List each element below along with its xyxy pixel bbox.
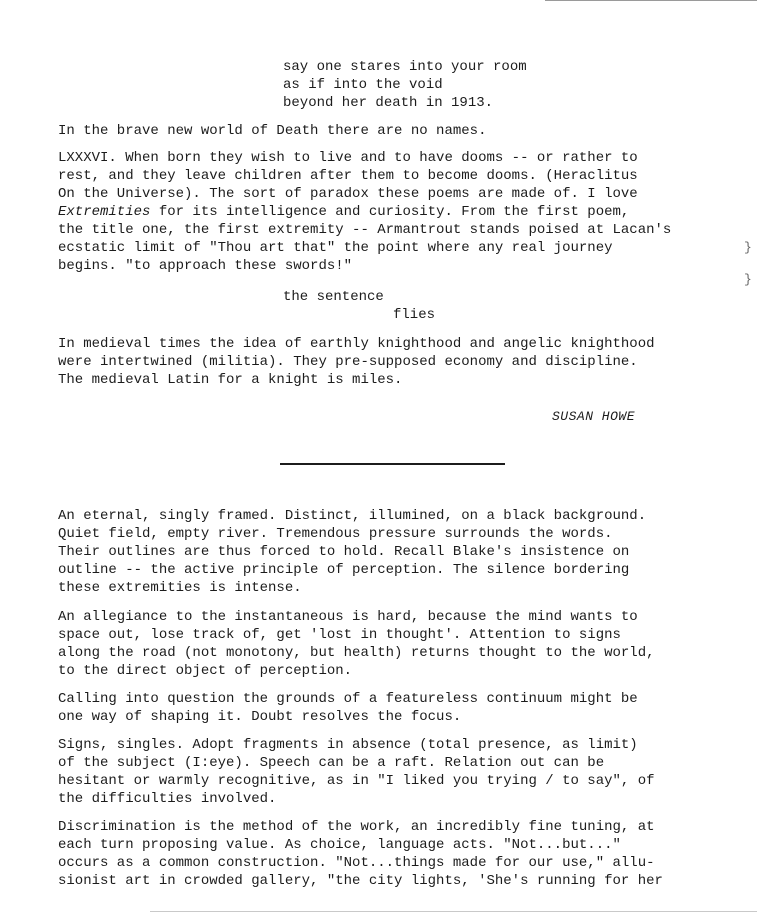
paragraph-lxxxvi-line-6: ecstatic limit of "Thou art that" the point where any real journey [58,240,613,256]
paragraph-eternal-line-1: An eternal, singly framed. Distinct, illumined, on a black background. [58,508,647,524]
paragraph-allegiance-line-2: space out, lose track of, get 'lost in thought'. Attention to signs [58,627,621,643]
poem-line-2: as if into the void [283,77,443,93]
verse-line-1: the sentence [283,289,384,305]
paragraph-discrimination-line-1: Discrimination is the method of the work, an incredibly fine tuning, at [58,819,655,835]
author-signature: SUSAN HOWE [552,409,636,424]
paragraph-lxxxvi-line-4 [58,203,718,221]
paragraph-signs-line-4: the difficulties involved. [58,791,277,807]
paragraph-eternal-line-3: Their outlines are thus forced to hold. Recall Blake's insistence on [58,544,630,560]
paragraph-lxxxvi-line-7: begins. "to approach these swords!" [58,258,353,274]
paragraph-discrimination-line-2: each turn proposing value. As choice, language acts. "Not...but..." [58,837,621,853]
paragraph-eternal-line-5: these extremities is intense. [58,580,302,596]
paragraph-medieval-line-2: were intertwined (militia). They pre-supposed economy and discipline. [58,354,638,370]
top-rule [545,0,757,1]
paragraph-calling-line-1: Calling into question the grounds of a featureless continuum might be [58,691,638,707]
paragraph-allegiance-line-4: to the direct object of perception. [58,663,353,679]
paragraph-allegiance-line-3: along the road (not monotony, but health) returns thought to the world, [58,645,655,661]
paragraph-lxxxvi-line-1: LXXXVI. When born they wish to live and to have dooms -- or rather to [58,150,638,166]
paragraph-lxxxvi-line-4-rest: for its intelligence and curiosity. From the first poem, [150,204,630,220]
book-title: Extremities [58,204,151,220]
paragraph-medieval-line-1: In medieval times the idea of earthly knighthood and angelic knighthood [58,336,655,352]
paragraph-allegiance-line-1: An allegiance to the instantaneous is hard, because the mind wants to [58,609,638,625]
paragraph-lxxxvi-line-5: the title one, the first extremity -- Armantrout stands poised at Lacan's [58,222,672,238]
poem-line-1: say one stares into your room [283,59,527,75]
verse-line-2: flies [393,307,436,323]
paragraph-eternal-line-4: outline -- the active principle of perception. The silence bordering [58,562,630,578]
poem-line-3: beyond her death in 1913. [283,95,494,111]
paragraph-eternal-line-2: Quiet field, empty river. Tremendous pressure surrounds the words. [58,526,613,542]
section-divider [280,463,505,465]
paragraph-signs-line-2: of the subject (I:eye). Speech can be a raft. Relation out can be [58,755,605,771]
paragraph-calling-line-2: one way of shaping it. Doubt resolves the focus. [58,709,462,725]
paragraph-lxxxvi-line-3: On the Universe). The sort of paradox these poems are made of. I love [58,186,638,202]
paragraph-brave-new-world: In the brave new world of Death there are no names. [58,123,487,139]
paragraph-discrimination-line-3: occurs as a common construction. "Not...things made for our use," allu- [58,855,655,871]
paragraph-medieval-line-3: The medieval Latin for a knight is miles. [58,372,403,388]
bottom-rule [150,911,757,912]
paragraph-lxxxvi-line-2: rest, and they leave children after them to become dooms. (Heraclitus [58,168,638,184]
margin-brace-mark-2: } [744,272,752,287]
paragraph-discrimination-line-4: sionist art in crowded gallery, "the city lights, 'She's running for her [58,873,663,889]
paragraph-signs-line-3: hesitant or warmly recognitive, as in "I liked you trying / to say", of [58,773,655,789]
paragraph-signs-line-1: Signs, singles. Adopt fragments in absence (total presence, as limit) [58,737,638,753]
margin-brace-mark-1: } [744,240,752,255]
